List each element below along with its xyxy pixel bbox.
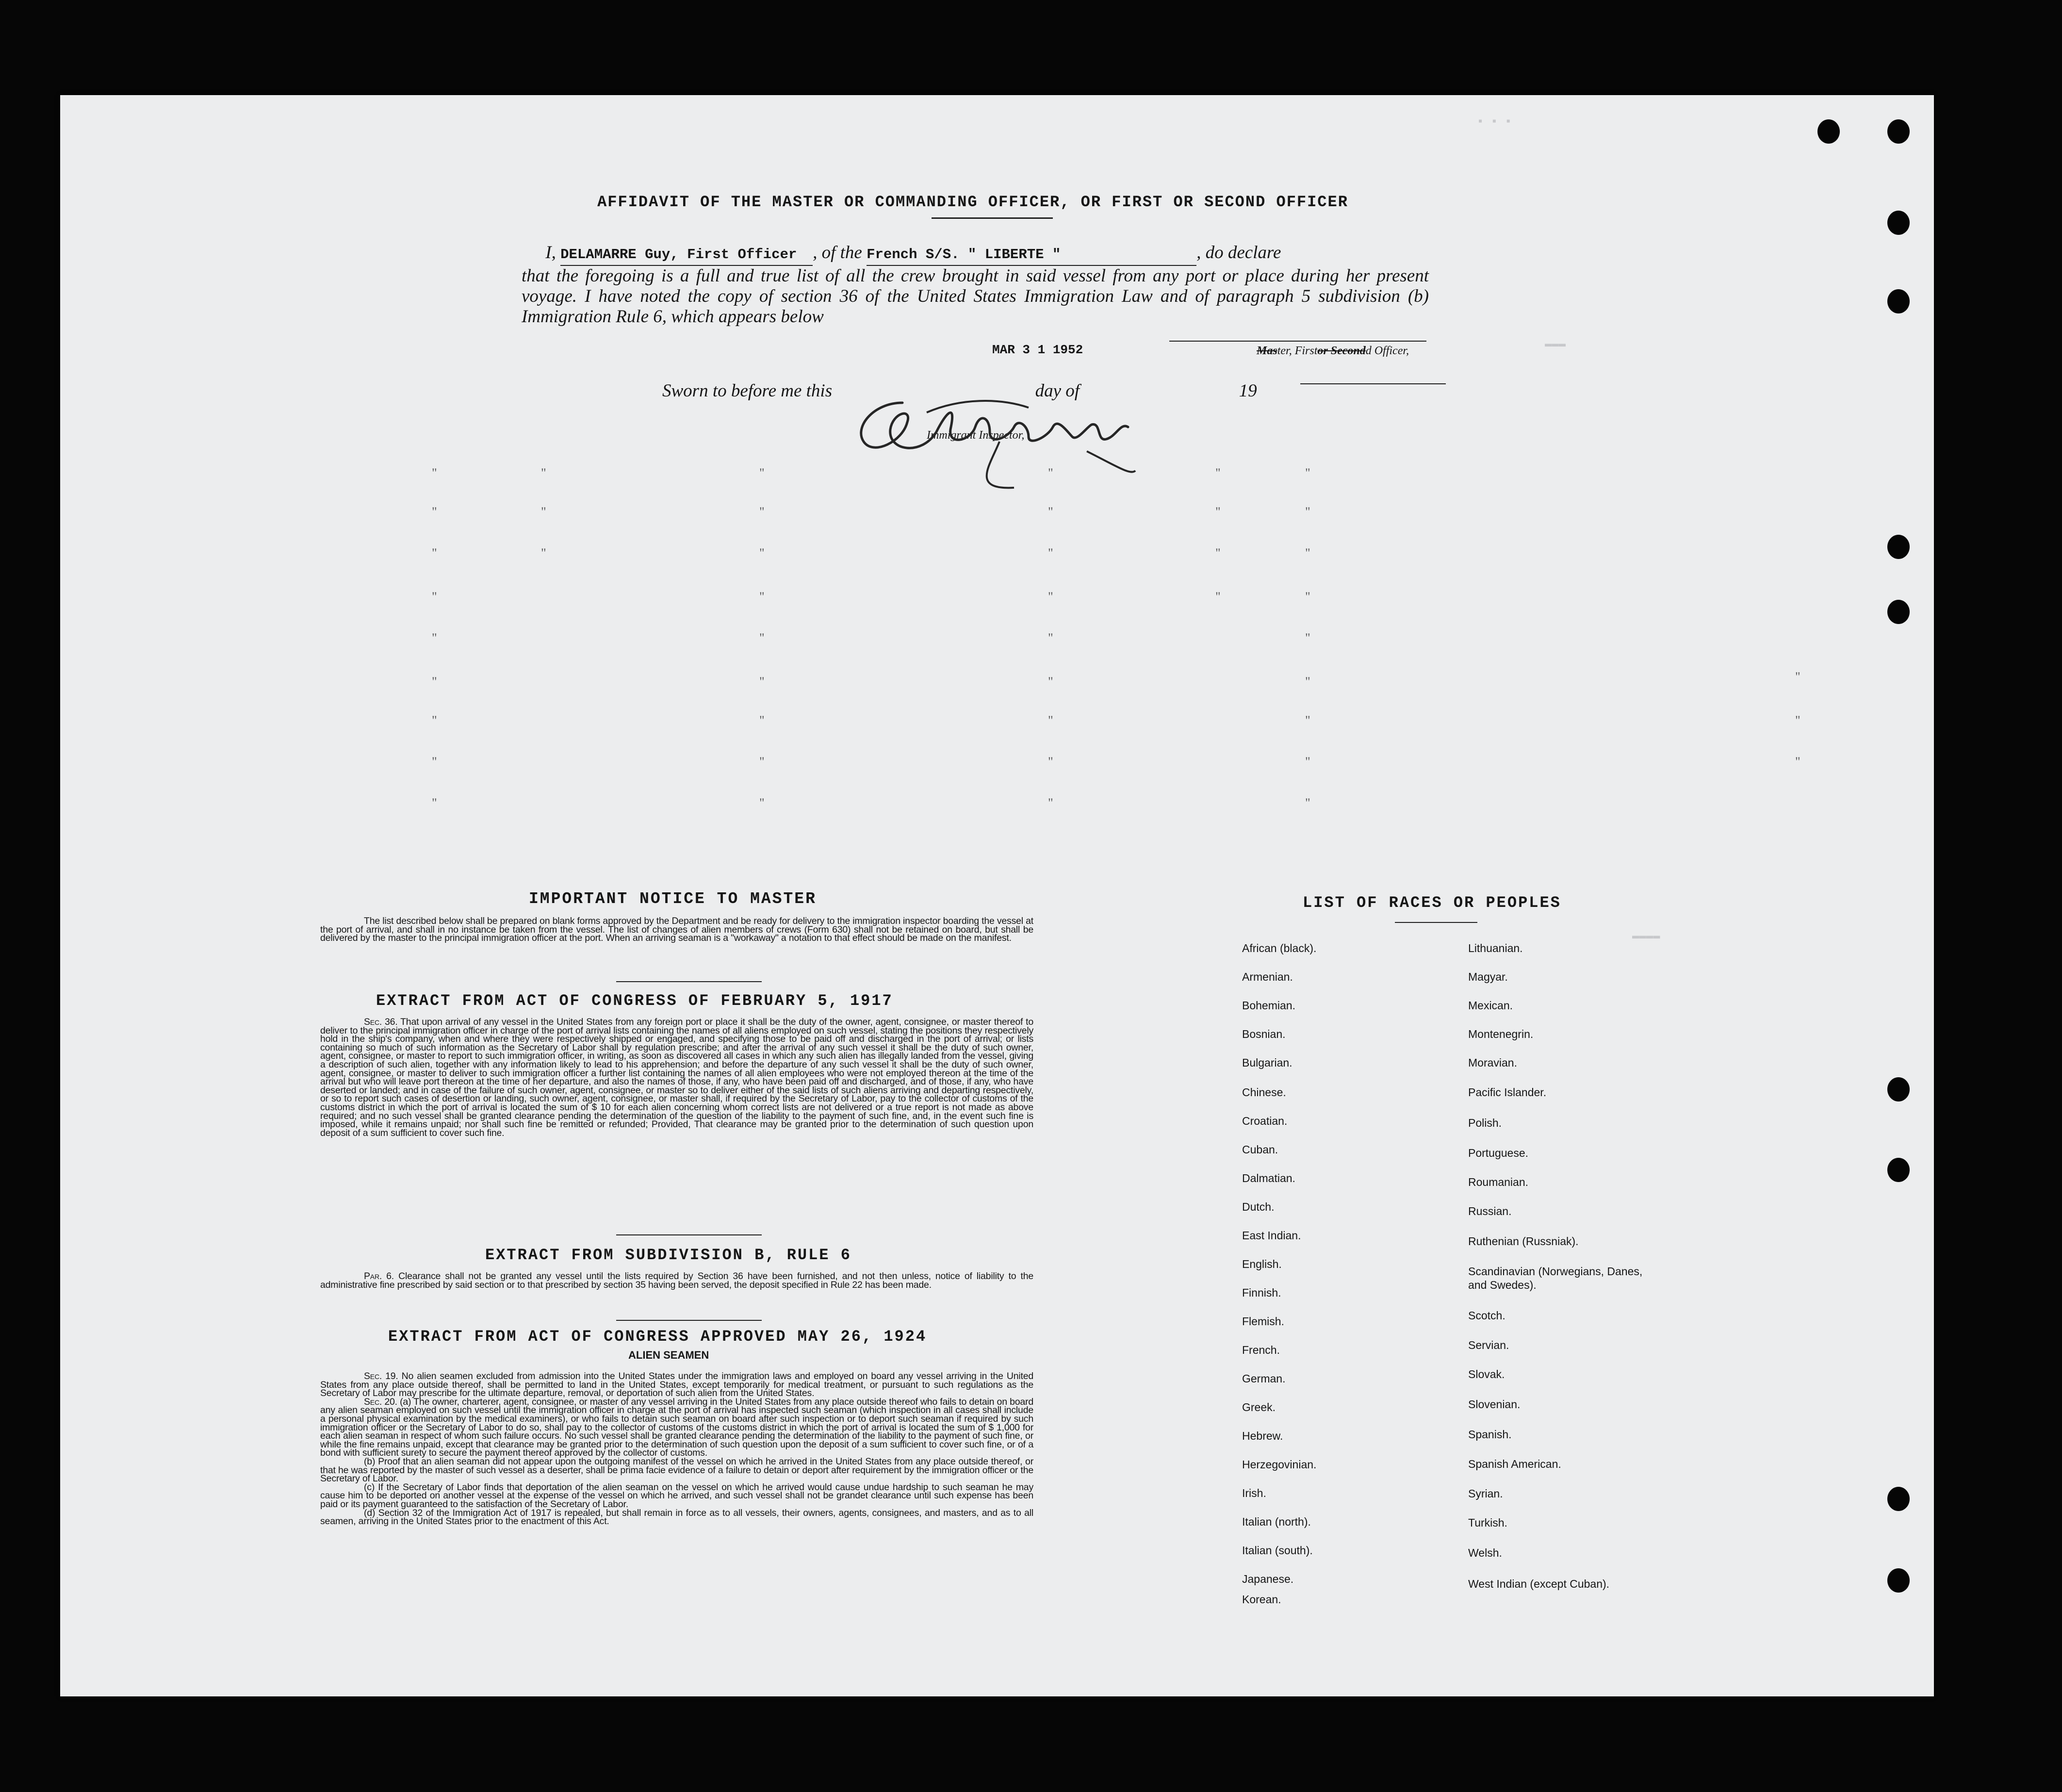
notice-title: IMPORTANT NOTICE TO MASTER <box>529 890 817 908</box>
affidavit-title: AFFIDAVIT OF THE MASTER OR COMMANDING OFFICER, OR FIRST OR SECOND OFFICER <box>597 193 1348 211</box>
year-line <box>1300 383 1446 384</box>
race-item: French. <box>1242 1344 1280 1356</box>
sec-36-label: Sec. 36. <box>364 1017 398 1027</box>
race-item: Flemish. <box>1242 1315 1284 1328</box>
sworn-before-text: Sworn to before me this <box>662 381 833 401</box>
ditto-mark: " <box>541 466 546 480</box>
signature-line <box>1169 341 1426 342</box>
declaration-i: I, <box>545 243 556 263</box>
ditto-mark: " <box>1048 631 1053 645</box>
ditto-mark: " <box>1305 796 1310 810</box>
of-the-text: , of the <box>813 243 862 263</box>
ditto-mark: " <box>1305 466 1310 480</box>
ditto-mark: " <box>1048 796 1053 810</box>
ditto-mark: " <box>759 674 765 689</box>
punch-hole <box>1887 600 1910 624</box>
year-prefix: 19 <box>1239 381 1257 401</box>
ditto-mark: " <box>1305 505 1310 519</box>
master-struck: Mas <box>1257 345 1277 357</box>
race-item: Portuguese. <box>1468 1147 1529 1159</box>
officer-label: d Officer, <box>1365 345 1409 357</box>
ditto-mark: " <box>432 755 437 769</box>
officer-name: DELAMARRE Guy, First Officer <box>560 247 797 263</box>
race-item: Cuban. <box>1242 1143 1278 1156</box>
extract-1924-text <box>320 1372 1033 1526</box>
ditto-mark: " <box>759 796 765 810</box>
ditto-mark: " <box>759 466 765 480</box>
ditto-mark: " <box>432 590 437 604</box>
race-item: Spanish American. <box>1468 1458 1561 1470</box>
ditto-mark: " <box>1795 755 1800 769</box>
race-item: Lithuanian. <box>1468 942 1523 954</box>
ditto-mark: " <box>1215 505 1221 519</box>
race-item: Italian (north). <box>1242 1515 1311 1528</box>
bleed-through-mark: ▪ ▪ ▪ <box>1477 115 1512 129</box>
ditto-mark: " <box>1305 631 1310 645</box>
race-item: Welsh. <box>1468 1546 1502 1559</box>
ditto-mark: " <box>1048 674 1053 689</box>
ditto-mark: " <box>1305 755 1310 769</box>
ditto-mark: " <box>759 631 765 645</box>
bleed-through-mark: ▬▬▬▬ <box>1632 930 1660 943</box>
ditto-mark: " <box>541 505 546 519</box>
punch-hole <box>1887 1487 1910 1511</box>
date-stamp: MAR 3 1 1952 <box>992 343 1083 357</box>
sec-20c: (c) If the Secretary of Labor finds that deportation of the alien seaman on the vessel on which he arrived would cause undue hardship to such seaman he may cause him to be deported on another vessel at the expense of the vessel on which he arrived, and such vessel shall not be grandet clearance until such expense has been paid or its payment guaranteed to the satisfaction of the Secretary of Labor. <box>320 1481 1033 1510</box>
race-item: Montenegrin. <box>1468 1028 1534 1040</box>
extract-1917-text <box>320 1018 1033 1137</box>
ditto-mark: " <box>1305 674 1310 689</box>
races-title: LIST OF RACES OR PEOPLES <box>1303 894 1561 912</box>
ditto-mark: " <box>1048 546 1053 560</box>
sec-20b: (b) Proof that an alien seaman did not appear upon the outgoing manifest of the vessel on which he arrived in the United States from any place outside thereof, or that he was reported by the master of such vessel as a deserter, shall be prima facie evidence of a failure to detain or deport after requirement by the immigration officer or the Secretary of Labor. <box>320 1456 1033 1484</box>
ditto-mark: " <box>759 590 765 604</box>
rule6-title: EXTRACT FROM SUBDIVISION B, RULE 6 <box>485 1246 851 1264</box>
ditto-mark: " <box>1305 590 1310 604</box>
sec-19-label: Sec. 19. <box>364 1371 398 1381</box>
race-item: Moravian. <box>1468 1056 1517 1069</box>
notice-text: The list described below shall be prepared on blank forms approved by the Department and be ready for delivery to the immigration inspector boarding the vessel at the port of arrival, and shall in no instance be taken from the vessel. The list of changes of alien members of crews (Form 630) shall not be retained on board, but shall be delivered by the master to the principal immigration officer at the port. When an arriving seaman is a "workaway" a notation to that effect should be made on the manifest. <box>320 916 1033 944</box>
race-item: Pacific Islander. <box>1468 1086 1547 1099</box>
ditto-mark: " <box>1048 590 1053 604</box>
race-item: Ruthenian (Russniak). <box>1468 1235 1579 1248</box>
ditto-mark: " <box>1305 546 1310 560</box>
inspector-signature <box>844 383 1223 495</box>
ditto-mark: " <box>1215 546 1221 560</box>
master-label: ter, First <box>1277 345 1318 357</box>
ditto-mark: " <box>1048 755 1053 769</box>
par-6-label: Par. 6. <box>364 1271 394 1282</box>
divider <box>616 981 762 982</box>
race-item: Russian. <box>1468 1205 1512 1217</box>
punch-hole <box>1887 119 1910 144</box>
race-item: African (black). <box>1242 942 1317 954</box>
day-of-text: day of <box>1035 381 1080 401</box>
race-item: Dalmatian. <box>1242 1172 1295 1184</box>
second-struck: or Second <box>1317 345 1366 357</box>
punch-hole <box>1887 211 1910 235</box>
divider <box>616 1320 762 1321</box>
alien-seamen-subtitle: ALIEN SEAMEN <box>628 1349 709 1361</box>
race-item: English. <box>1242 1258 1282 1270</box>
title-underline <box>932 217 1053 219</box>
race-item: Turkish. <box>1468 1516 1507 1529</box>
sec-20a-text: (a) The owner, charterer, agent, consignee, or master of any vessel arriving in the United States from any place outside thereof who fails to detain on board any alien seaman employed on such vessel until the immigration officer in charge at the port of arrival has inspected such seaman (which inspection in all cases shall include a personal physical examination by the medical examiners), or who fails to detain such seaman on board after such inspection or to deport such seaman if required by such immigration officer or the Secretary of Labor to do so, shall pay to the collector of customs of the customs district in which the port of arrival is located the sum of $ 1,000 for each alien seaman in respect of whom such failure occurs. No such vessel shall be granted clearance pending the determination of the liability to the payment of such fine, or while the fine remains unpaid, except that clearance may be granted prior to the determination of such question upon the deposit of a sum sufficient to cover such fine, or of a bond with sufficient surety to secure the payment thereof approved by the collector of customs. <box>320 1396 1033 1459</box>
race-item: Croatian. <box>1242 1115 1288 1127</box>
sec-20-label: Sec. 20. <box>364 1396 397 1407</box>
rule6-text <box>320 1272 1033 1289</box>
punch-hole <box>1887 535 1910 559</box>
extract-1917-title: EXTRACT FROM ACT OF CONGRESS OF FEBRUARY 5, 1917 <box>376 992 893 1010</box>
race-item: Bosnian. <box>1242 1028 1286 1040</box>
race-item: Slovenian. <box>1468 1398 1521 1411</box>
master-officer-label <box>1257 345 1409 358</box>
race-item: Chinese. <box>1242 1086 1286 1099</box>
ditto-mark: " <box>759 505 765 519</box>
ditto-mark: " <box>1305 713 1310 727</box>
ditto-mark: " <box>1048 713 1053 727</box>
ditto-mark: " <box>432 546 437 560</box>
divider <box>616 1234 762 1235</box>
race-item: Scotch. <box>1468 1309 1506 1322</box>
par-6-text: Clearance shall not be granted any vessel until the lists required by Section 36 have been furnished, and not then unless, notice of liability to the administrative fine prescribed by said section or to that prescribed by section 35 having been served, the deposit specified in Rule 22 has been made. <box>320 1271 1033 1290</box>
ditto-mark: " <box>432 631 437 645</box>
ditto-mark: " <box>432 713 437 727</box>
ditto-mark: " <box>759 713 765 727</box>
race-item: Korean. <box>1242 1593 1281 1606</box>
race-item: Roumanian. <box>1468 1176 1529 1188</box>
race-item: East Indian. <box>1242 1229 1301 1242</box>
declaration-body: that the foregoing is a full and true list of all the crew brought in said vessel from any port or place during her present voyage. I have noted the copy of section 36 of the United States Immigration Law and of paragraph 5 subdivision (b) Immigration Rule 6, which appears below <box>522 266 1429 327</box>
race-item: Syrian. <box>1468 1487 1503 1500</box>
race-item: Hebrew. <box>1242 1430 1283 1442</box>
ditto-mark: " <box>1215 590 1221 604</box>
ditto-mark: " <box>432 466 437 480</box>
extract-1924-title: EXTRACT FROM ACT OF CONGRESS APPROVED MAY 26, 1924 <box>388 1328 927 1346</box>
race-item: Spanish. <box>1468 1428 1512 1441</box>
ditto-mark: " <box>1795 713 1800 727</box>
sec-20d: (d) Section 32 of the Immigration Act of 1917 is repealed, but shall remain in force as to all vessels, their owners, agents, consignees, and masters, and as to all seamen, arriving in the United States prior to the enactment of this Act. <box>320 1507 1033 1527</box>
races-underline <box>1395 922 1477 923</box>
ditto-mark: " <box>432 796 437 810</box>
bleed-through-mark: ▬▬▬ <box>1545 338 1566 351</box>
ditto-mark: " <box>759 755 765 769</box>
ditto-mark: " <box>1048 466 1053 480</box>
race-item: Scandinavian (Norwegians, Danes, and Swedes). <box>1468 1265 1643 1291</box>
race-item: Bohemian. <box>1242 999 1295 1012</box>
sec-19 <box>320 1372 1033 1398</box>
race-item: Japanese. <box>1242 1573 1294 1585</box>
race-item: Bulgarian. <box>1242 1056 1293 1069</box>
do-declare-text: , do declare <box>1196 243 1281 263</box>
punch-hole <box>1887 1158 1910 1182</box>
affidavit-declaration <box>522 243 1429 327</box>
sec-36-text: That upon arrival of any vessel in the United States from any foreign port or place it shall be the duty of the owner, agent, consignee, or master thereof to deliver to the principal immigration officer in charge of the port of arrival lists containing the names of all aliens employed on such vessel, stating the positions they respectively hold in the ship's company, when and where they were respectively shipped or engaged, and specifying those to be paid off and discharged in the port of arrival; or lists containing so much of such information as the Secretary of Labor shall by regulation prescribe; and after the arrival of any such vessel it shall be the duty of such owner, agent, consignee, or master to report to such immigration officer, in writing, as soon as discovered all cases in which any such alien has illegally landed from the vessel, giving a description of such alien, together with any information likely to lead to his apprehension; and before the departure of any such vessel it shall be the duty of such owner, agent, consignee, or master to deliver to such immigration officer a further list containing the names of all alien employees who were not employed thereon at the time of the arrival but who will leave port thereon at the time of her departure, and also the names of those, if any, who have been paid off and discharged, and of those, if any, who have deserted or landed; and in case of the failure of such owner, agent, consignee, or master so to deliver either of the said lists of such aliens arriving and departing respectively, or so to report such cases of desertion or landing, such owner, agent, consignee, or master shall, if required by the Secretary of Labor, pay to the collector of customs of the customs district in which the port of arrival is located the sum of $ 10 for each alien concerning whom correct lists are not delivered or a true report is not made as above required; and no such vessel shall be granted clearance pending the determination of the question of the liability to the payment of such fine, and, in the event such fine is imposed, while it remains unpaid; nor shall such fine be remitted or refunded; Provided, That clearance may be granted prior to the determination of such question upon deposit of a sum sufficient to cover such fine. <box>320 1017 1033 1138</box>
race-item: Italian (south). <box>1242 1544 1313 1557</box>
race-item: Irish. <box>1242 1487 1266 1499</box>
race-item: Servian. <box>1468 1339 1509 1351</box>
ditto-mark: " <box>1215 466 1221 480</box>
sec-20a <box>320 1398 1033 1458</box>
race-item: German. <box>1242 1372 1286 1385</box>
race-item: Herzegovinian. <box>1242 1458 1317 1471</box>
race-item: Armenian. <box>1242 970 1293 983</box>
punch-hole <box>1887 1077 1910 1102</box>
immigrant-inspector-label: Immigrant Inspector, <box>927 429 1025 442</box>
race-item: Magyar. <box>1468 970 1508 983</box>
race-item: West Indian (except Cuban). <box>1468 1578 1610 1590</box>
punch-hole <box>1887 1568 1910 1593</box>
race-item: Polish. <box>1468 1117 1502 1129</box>
declaration-line <box>522 243 1429 266</box>
race-item: Slovak. <box>1468 1368 1505 1381</box>
sec-19-text: No alien seamen excluded from admission into the United States under the immigration laws and employed on board any vessel arriving in the United States from any place outside thereof, shall be permitted to land in the United States, except temporarily for medical treatment, or pursuant to such regulations as the Secretary of Labor may prescribe for the ultimate departure, removal, or deportation of such alien from the United States. <box>320 1371 1033 1399</box>
punch-hole <box>1887 289 1910 313</box>
race-item: Greek. <box>1242 1401 1276 1414</box>
ditto-mark: " <box>1795 670 1800 684</box>
ditto-mark: " <box>432 674 437 689</box>
ditto-mark: " <box>1048 505 1053 519</box>
ditto-mark: " <box>759 546 765 560</box>
race-item: Finnish. <box>1242 1286 1281 1299</box>
race-item: Dutch. <box>1242 1200 1275 1213</box>
ditto-mark: " <box>432 505 437 519</box>
punch-hole <box>1817 119 1840 144</box>
ditto-mark: " <box>541 546 546 560</box>
race-item: Mexican. <box>1468 999 1513 1012</box>
vessel-name: French S/S. " LIBERTE " <box>867 247 1061 263</box>
